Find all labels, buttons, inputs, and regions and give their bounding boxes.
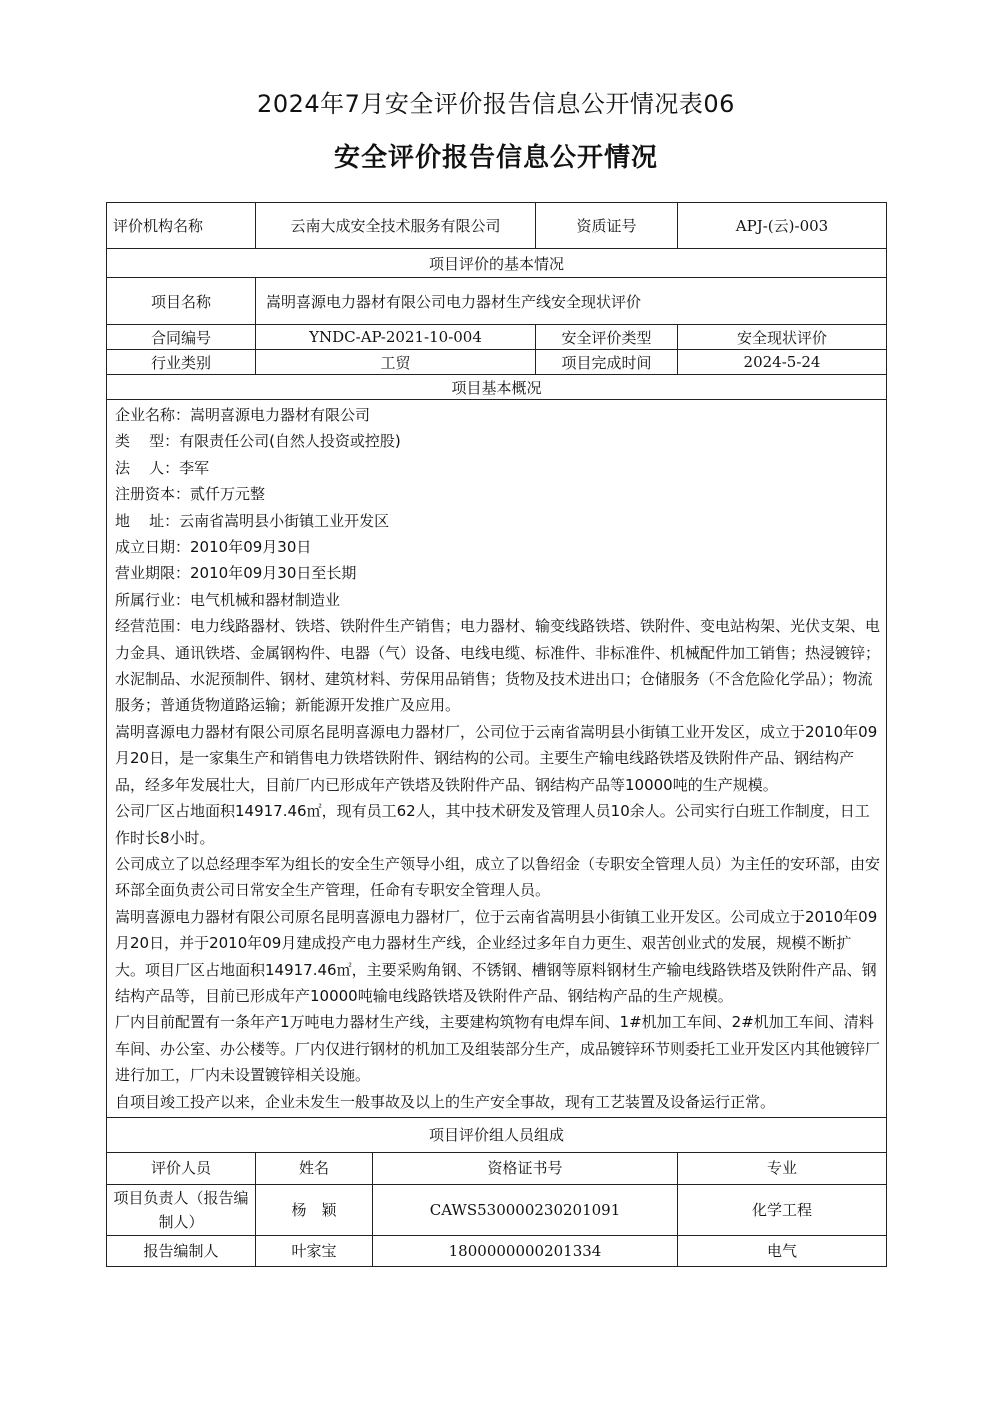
eval-type-label: 安全评价类型 xyxy=(536,325,678,350)
overview-paragraph: 公司成立了以总经理李军为组长的安全生产领导小组，成立了以鲁绍金（专职安全管理人员）为主任的安环部，由安环部全面负责公司日常安全生产管理，任命有专职安全管理人员。 xyxy=(115,854,881,900)
overview-cell xyxy=(107,400,887,1118)
team-name: 杨 颖 xyxy=(256,1184,373,1235)
team-header-cert: 资格证书号 xyxy=(373,1152,678,1185)
info-table xyxy=(106,202,887,1153)
team-header-major: 专业 xyxy=(678,1152,887,1185)
overview-field-term: 营业期限： 2010年09月30日至长期 xyxy=(115,564,357,583)
cert-label: 资质证号 xyxy=(536,203,678,249)
section-overview: 项目基本概况 xyxy=(107,375,887,400)
overview-field-company: 企业名称： 嵩明喜源电力器材有限公司 xyxy=(115,406,371,424)
overview-field-address: 地 址： 云南省嵩明县小街镇工业开发区 xyxy=(115,511,390,530)
org-name-value: 云南大成安全技术服务有限公司 xyxy=(256,203,536,249)
industry-label: 行业类别 xyxy=(107,350,256,375)
overview-field-type: 类 型： 有限责任公司(自然人投资或控股) xyxy=(115,432,401,451)
overview-paragraph: 公司厂区占地面积14917.46㎡，现有员工62人，其中技术研发及管理人员10余人。公司实行白班工作制度，日工作时长8小时。 xyxy=(115,802,870,847)
org-name-label: 评价机构名称 xyxy=(107,203,256,249)
industry-value: 工贸 xyxy=(256,350,536,375)
overview-paragraph: 厂内目前配置有一条年产1万吨电力器材生产线，主要建构筑物有电焊车间、1#机加工车间、2#机加工车间、清料车间、办公室、办公楼等。厂内仅进行钢材的机加工及组装部分生产，成品镀锌环节则委托工业开发区内其他镀锌厂进行加工，厂内未设置镀锌相关设施。 xyxy=(115,1013,881,1085)
contract-label: 合同编号 xyxy=(107,325,256,350)
team-header-role: 评价人员 xyxy=(107,1152,256,1185)
completion-date-label: 项目完成时间 xyxy=(536,350,678,375)
project-name-value: 嵩明喜源电力器材有限公司电力器材生产线安全现状评价 xyxy=(256,278,887,325)
project-name-label: 项目名称 xyxy=(107,278,256,325)
team-name: 叶家宝 xyxy=(256,1235,373,1266)
overview-paragraph: 嵩明喜源电力器材有限公司原名昆明喜源电力器材厂，公司位于云南省嵩明县小街镇工业开发区，成立于2010年09月20日，是一家集生产和销售电力铁塔铁附件、钢结构的公司。主要生产输电线路铁塔及铁附件产品、钢结构产品，经多年发展壮大，目前厂内已形成年产铁塔及铁附件产品、钢结构产品等10000吨的生产规模。 xyxy=(115,722,878,794)
section-team: 项目评价组人员组成 xyxy=(107,1117,887,1152)
document-subtitle: 安全评价报告信息公开情况 xyxy=(333,143,658,173)
team-cert: CAWS530000230201091 xyxy=(373,1184,678,1235)
overview-paragraph: 嵩明喜源电力器材有限公司原名昆明喜源电力器材厂，位于云南省嵩明县小街镇工业开发区。公司成立于2010年09月20日，并于2010年09月建成投产电力器材生产线，企业经过多年自力更生、艰苦创业式的发展，规模不断扩大。项目厂区占地面积14917.46㎡，主要采购角钢、不锈钢、槽钢等原料钢材生产输电线路铁塔及铁附件产品、钢结构产品等，目前已形成年产10000吨输电线路铁塔及铁附件产品、钢结构产品的生产规模。 xyxy=(115,907,878,1005)
team-cert: 1800000000201334 xyxy=(373,1235,678,1266)
table-row xyxy=(107,1184,887,1235)
overview-field-established: 成立日期： 2010年09月30日 xyxy=(115,538,312,557)
cert-value: APJ-(云)-003 xyxy=(678,203,887,249)
overview-paragraph: 经营范围：电力线路器材、铁塔、铁附件生产销售；电力器材、输变线路铁塔、铁附件、变电站构架、光伏支架、电力金具、通讯铁塔、金属钢构件、电器（气）设备、电线电缆、标准件、非标准件、机械配件加工销售；热浸镀锌；水泥制品、水泥预制件、钢材、建筑材料、劳保用品销售；货物及技术进出口；仓储服务（不含危险化学品）；物流服务；普通货物道路运输；新能源开发推广及应用。 xyxy=(115,617,881,715)
overview-field-industry: 所属行业： 电气机械和器材制造业 xyxy=(115,590,341,609)
team-role: 报告编制人 xyxy=(107,1235,256,1266)
team-major: 化学工程 xyxy=(678,1184,887,1235)
table-row xyxy=(107,1235,887,1266)
team-header-name: 姓名 xyxy=(256,1152,373,1185)
team-major: 电气 xyxy=(678,1235,887,1266)
section-basic: 项目评价的基本情况 xyxy=(107,249,887,278)
overview-paragraph: 自项目竣工投产以来，企业未发生一般事故及以上的生产安全事故，现有工艺装置及设备运行正常。 xyxy=(115,1092,776,1111)
document-title: 2024年7月安全评价报告信息公开情况表06 xyxy=(257,90,735,118)
eval-type-value: 安全现状评价 xyxy=(678,325,887,350)
completion-date-value: 2024-5-24 xyxy=(678,350,887,375)
contract-value: YNDC-AP-2021-10-004 xyxy=(256,325,536,350)
team-table xyxy=(106,1152,887,1267)
team-role: 项目负责人（报告编制人） xyxy=(107,1184,256,1235)
overview-field-legal-person: 法 人： 李军 xyxy=(115,458,210,477)
overview-field-capital: 注册资本： 贰仟万元整 xyxy=(115,485,266,504)
